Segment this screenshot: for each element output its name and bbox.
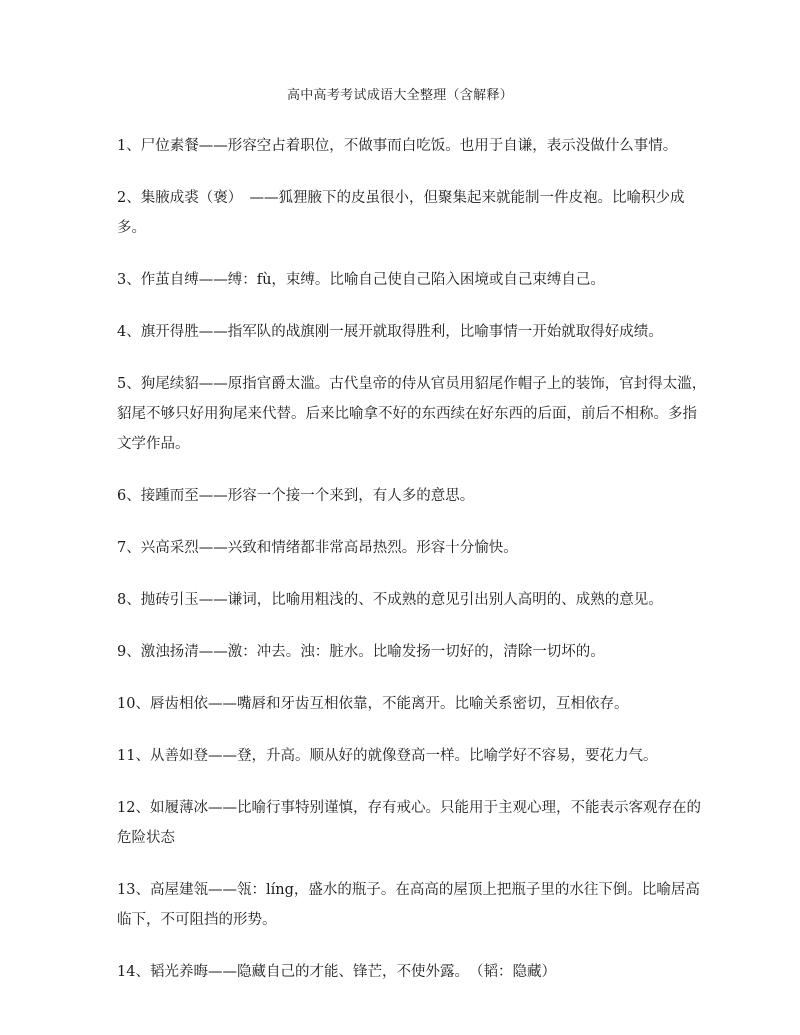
idiom-entry-2: 2、集腋成裘（褒） ——狐狸腋下的皮虽很小，但聚集起来就能制一件皮袍。比喻积少成多。 — [117, 190, 685, 236]
idiom-entry-12: 12、如履薄冰——比喻行事特别谨慎，存有戒心。只能用于主观心理，不能表示客观存在的危险状态 — [117, 800, 701, 846]
idiom-entry-13: 13、高屋建瓴——瓴：líng，盛水的瓶子。在高高的屋顶上把瓶子里的水往下倒。比喻居高临下，不可阻挡的形势。 — [117, 882, 700, 928]
idiom-entry-11: 11、从善如登——登，升高。顺从好的就像登高一样。比喻学好不容易，要花力气。 — [117, 748, 658, 764]
idiom-entry-3: 3、作茧自缚——缚：fù，束缚。比喻自己使自己陷入困境或自己束缚自己。 — [117, 272, 605, 288]
idiom-entry-6: 6、接踵而至——形容一个接一个来到，有人多的意思。 — [117, 488, 475, 504]
idiom-list — [117, 131, 707, 1009]
idiom-entry-10: 10、唇齿相依——嘴唇和牙齿互相依靠，不能离开。比喻关系密切，互相依存。 — [117, 696, 629, 712]
idiom-entry-8: 8、抛砖引玉——谦词，比喻用粗浅的、不成熟的意见引出别人高明的、成熟的意见。 — [117, 592, 663, 608]
idiom-entry-5: 5、狗尾续貂——原指官爵太滥。古代皇帝的侍从官员用貂尾作帽子上的装饰，官封得太滥，貂尾不够只好用狗尾来代替。后来比喻拿不好的东西续在好东西的后面，前后不相称。多指文学作品。 — [117, 376, 707, 452]
idiom-entry-14: 14、韬光养晦——隐藏自己的才能、锋芒，不使外露。 （韬：隐藏） — [117, 964, 556, 980]
idiom-entry-7: 7、兴高采烈——兴致和情绪都非常高昂热烈。形容十分愉快。 — [117, 540, 518, 556]
idiom-entry-1: 1、尸位素餐——形容空占着职位，不做事而白吃饭。也用于自谦，表示没做什么事情。 — [117, 138, 678, 154]
document-title: 高中高考考试成语大全整理（含解释） — [286, 88, 514, 103]
idiom-entry-9: 9、激浊扬清——激：冲去。浊：脏水。比喻发扬一切好的，清除一切坏的。 — [117, 644, 605, 660]
idiom-entry-4: 4、旗开得胜——指军队的战旗刚一展开就取得胜利，比喻事情一开始就取得好成绩。 — [117, 324, 663, 340]
